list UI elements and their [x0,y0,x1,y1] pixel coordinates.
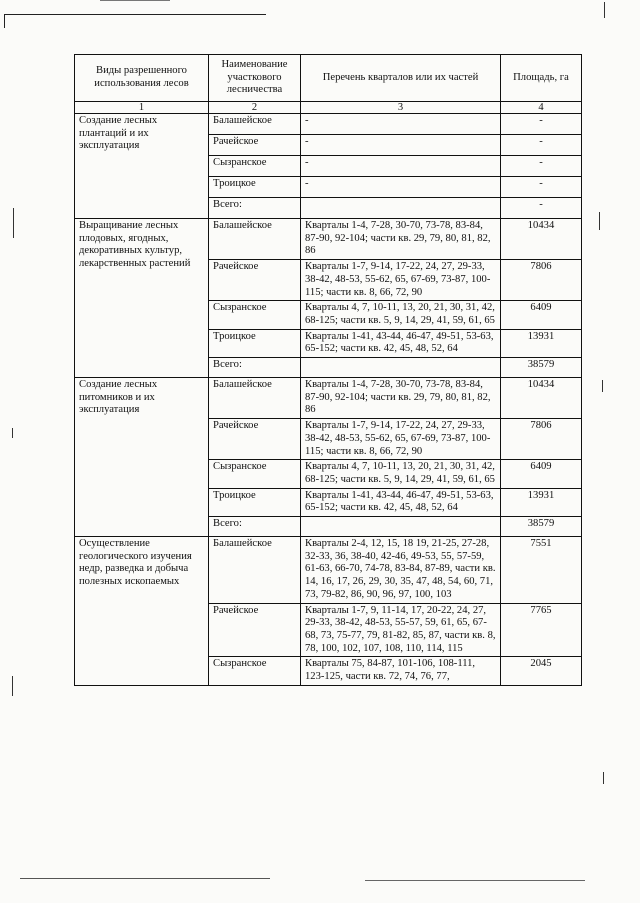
forestry-cell: Сызранское [209,301,301,329]
table-row [75,219,582,260]
forestry-cell: Рачейское [209,603,301,657]
quarters-cell: - [301,114,501,135]
area-cell: 6409 [501,460,582,488]
total-area: - [501,198,582,219]
scan-top-tick [4,14,5,28]
scan-mark-right-2 [602,380,603,392]
table-row [75,537,582,604]
quarters-cell: - [301,135,501,156]
scan-mark-left-3 [12,676,13,696]
forestry-cell: Рачейское [209,260,301,301]
forestry-cell: Сызранское [209,156,301,177]
scan-top-fragment [100,0,170,1]
header-quarters: Перечень кварталов или их частей [301,55,501,102]
quarters-cell: Кварталы 4, 7, 10-11, 13, 20, 21, 30, 31, 42, 68-125; части кв. 5, 9, 14, 29, 41, 59, 61, 65 [301,301,501,329]
scan-bottom-rule-right [365,880,585,881]
area-cell: 2045 [501,657,582,685]
scan-bottom-rule [20,878,270,879]
header-forestry: Наименование участкового лесничества [209,55,301,102]
quarters-cell: Кварталы 1-4, 7-28, 30-70, 73-78, 83-84, 87-90, 92-104; части кв. 29, 79, 80, 81, 82, 86 [301,219,501,260]
column-number-row [75,102,582,114]
table-row [75,114,582,135]
forestry-cell: Троицкое [209,329,301,357]
quarters-cell: - [301,177,501,198]
quarters-cell: Кварталы 1-41, 43-44, 46-47, 49-51, 53-63, 65-152; части кв. 42, 45, 48, 52, 64 [301,488,501,516]
column-number: 2 [209,102,301,114]
use-type-cell: Создание лесных плантаций и их эксплуатация [75,114,209,219]
use-type-cell: Осуществление геологического изучения недр, разведка и добыча полезных ископаемых [75,537,209,686]
area-cell: - [501,135,582,156]
forestry-cell: Троицкое [209,177,301,198]
forestry-cell: Балашейское [209,537,301,604]
quarters-cell: Кварталы 75, 84-87, 101-106, 108-111, 123-125, части кв. 72, 74, 76, 77, [301,657,501,685]
quarters-cell: Кварталы 1-7, 9-14, 17-22, 24, 27, 29-33, 38-42, 48-53, 55-62, 65, 67-69, 73-87, 100-115; части кв. 8, 66, 72, 90 [301,419,501,460]
area-cell: 13931 [501,488,582,516]
total-area: 38579 [501,358,582,378]
header-area: Площадь, га [501,55,582,102]
area-cell: 7806 [501,419,582,460]
area-cell: - [501,177,582,198]
scan-mark-left-2 [12,428,13,438]
area-cell: 6409 [501,301,582,329]
table-row [75,378,582,419]
total-label: Всего: [209,198,301,219]
quarters-cell-empty [301,517,501,537]
use-type-cell: Создание лесных питомников и их эксплуатация [75,378,209,537]
column-number: 1 [75,102,209,114]
area-cell: 10434 [501,219,582,260]
total-area: 38579 [501,517,582,537]
area-cell: 7806 [501,260,582,301]
area-cell: 13931 [501,329,582,357]
quarters-cell: - [301,156,501,177]
area-cell: - [501,114,582,135]
total-label: Всего: [209,517,301,537]
forestry-cell: Троицкое [209,488,301,516]
area-cell: 7551 [501,537,582,604]
total-label: Всего: [209,358,301,378]
forestry-cell: Балашейское [209,114,301,135]
use-type-cell: Выращивание лесных плодовых, ягодных, декоративных культур, лекарственных растений [75,219,209,378]
scan-mark-right-1 [599,212,600,230]
column-number: 3 [301,102,501,114]
forestry-cell: Сызранское [209,460,301,488]
scan-mark-right-3 [603,772,604,784]
quarters-cell: Кварталы 1-4, 7-28, 30-70, 73-78, 83-84, 87-90, 92-104; части кв. 29, 79, 80, 81, 82, 86 [301,378,501,419]
area-cell: - [501,156,582,177]
forestry-cell: Сызранское [209,657,301,685]
forestry-cell: Балашейское [209,378,301,419]
quarters-cell: Кварталы 1-41, 43-44, 46-47, 49-51, 53-63, 65-152; части кв. 42, 45, 48, 52, 64 [301,329,501,357]
scan-mark-left-1 [13,208,14,238]
quarters-cell-empty [301,198,501,219]
column-number: 4 [501,102,582,114]
quarters-cell: Кварталы 4, 7, 10-11, 13, 20, 21, 30, 31, 42, 68-125; части кв. 5, 9, 14, 29, 41, 59, 61, 65 [301,460,501,488]
forestry-cell: Рачейское [209,135,301,156]
quarters-cell: Кварталы 2-4, 12, 15, 18 19, 21-25, 27-28, 32-33, 36, 38-40, 42-46, 49-53, 55, 57-59, 61-63, 66-70, 74-78, 83-84, 87-89, части кв. 14, 16, 17, 26, 29, 30, 35, 47, 48, 54, 60, 71, 73, 79-82, 86, 90, 96, 97, 100, 103 [301,537,501,604]
quarters-cell: Кварталы 1-7, 9, 11-14, 17, 20-22, 24, 27, 29-33, 38-42, 48-53, 55-57, 59, 61, 65, 67-68, 73, 75-77, 79, 81-82, 85, 87, части кв. 8, 78, 100, 102, 107, 108, 110, 114, 115 [301,603,501,657]
area-cell: 10434 [501,378,582,419]
quarters-cell: Кварталы 1-7, 9-14, 17-22, 24, 27, 29-33, 38-42, 48-53, 55-62, 65, 67-69, 73-87, 100-115; части кв. 8, 66, 72, 90 [301,260,501,301]
forest-use-table [74,54,582,686]
scan-mark-right-top [604,2,605,18]
scan-top-rule [4,14,266,15]
forestry-cell: Рачейское [209,419,301,460]
forestry-cell: Балашейское [209,219,301,260]
quarters-cell-empty [301,358,501,378]
header-row [75,55,582,102]
area-cell: 7765 [501,603,582,657]
header-use-type: Виды разрешенного использования лесов [75,55,209,102]
